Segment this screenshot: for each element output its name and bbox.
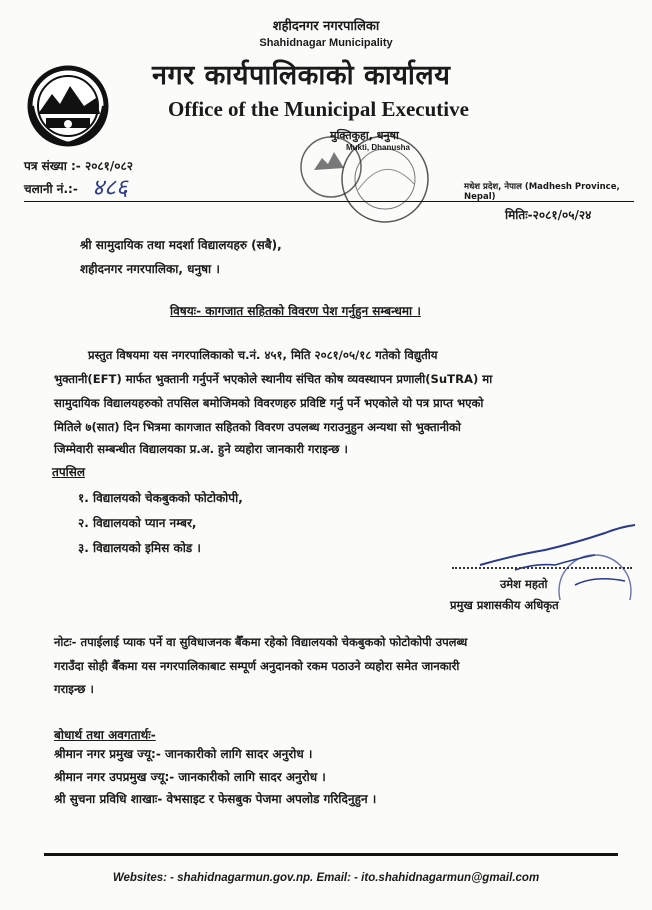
tapasil-item: १. विद्यालयको चेकबुकको फोटोकोपी,	[78, 491, 243, 505]
letter-number: पत्र संख्या :- २०८१/०८२	[24, 159, 134, 173]
body-line: सामुदायिक विद्यालयहरुको तपसिल बमोजिमको विवरणहरु प्रविष्टि गर्नु पर्ने भएकोले यो पत्र प्राप्त भएको	[54, 396, 484, 410]
letter-date: मितिः-२०८१/०५/२४	[505, 208, 592, 222]
municipality-name-np: शहीदनगर नगरपालिका	[272, 19, 380, 34]
recipient-line-2: शहीदनगर नगरपालिका, धनुषा ।	[80, 262, 220, 276]
footer-contact: Websites: - shahidnagarmun.gov.np. Email: - ito.shahidnagarmun@gmail.com	[112, 872, 540, 884]
body-line: जिम्मेवारी सम्बन्धीत विद्यालयका प्र.अ. हुने व्यहोरा जानकारी गराइन्छ ।	[54, 442, 348, 456]
location-en: Mukti, Dhanusha	[346, 143, 411, 152]
footer-divider	[44, 853, 618, 856]
signature-line	[452, 567, 632, 569]
location-np: मुक्तिकुहा, धनुषा	[330, 129, 399, 142]
note-line: गराइन्छ ।	[54, 682, 94, 696]
signatory-title: प्रमुख प्रशासकीय अधिकृत	[450, 598, 559, 612]
dispatch-number: ४८६	[92, 175, 128, 201]
office-title-np: नगर कार्यपालिकाको कार्यालय	[152, 60, 451, 91]
note-line: नोटः- तपाईलाई प्याक पर्ने वा सुविधाजनक बैँकमा रहेको विद्यालयको चेकबुकको फोटोकोपी उपलब्ध	[54, 635, 468, 649]
signatory-name: उमेश महतो	[500, 577, 548, 591]
note-line: गराउँदा सोही बैँकमा यस नगरपालिकाबाट सम्पूर्ण अनुदानको रकम पठाउने व्यहोरा समेत जानकारी	[54, 659, 460, 673]
tapasil-item: ३. विद्यालयको इमिस कोड ।	[78, 541, 201, 555]
letter-subject: विषयः- कागजात सहितको विवरण पेश गर्नुहुन सम्बन्धमा ।	[170, 304, 421, 318]
province-text: मधेश प्रदेश, नेपाल (Madhesh Province, Nepal)	[464, 182, 620, 202]
cc-line: श्रीमान नगर प्रमुख ज्यू:- जानकारीको लागि सादर अनुरोध ।	[54, 747, 313, 761]
tapasil-item: २. विद्यालयको प्यान नम्बर,	[78, 516, 197, 530]
body-line: भुक्तानी(EFT) मार्फत भुक्तानी गर्नुपर्ने भएकोले स्थानीय संचित कोष व्यवस्थापन प्रणाली(SuTRA) मा	[54, 372, 493, 386]
municipality-emblem-icon	[26, 64, 110, 148]
tapasil-heading: तपसिल	[52, 465, 86, 479]
body-line: मितिले ७(सात) दिन भित्रमा कागजात सहितको विवरण उपलब्ध गराउनुहुन अन्यथा सो भुक्तानीको	[54, 420, 461, 434]
dispatch-label: चलानी नं.:-	[24, 182, 78, 196]
municipality-name-en: Shahidnagar Municipality	[259, 37, 393, 49]
office-title-en: Office of the Municipal Executive	[168, 97, 469, 121]
body-line: प्रस्तुत विषयमा यस नगरपालिकाको च.नं. ४५१, मिति २०८१/०५/१८ गतेको विद्युतीय	[88, 348, 438, 362]
info-heading: बोधार्थ तथा अवगतार्थः-	[54, 728, 156, 742]
cc-line: श्री सुचना प्रविधि शाखाः- वेभसाइट र फेसबुक पेजमा अपलोड गरिदिनुहुन ।	[54, 792, 377, 806]
cc-line: श्रीमान नगर उपप्रमुख ज्यू:- जानकारीको लागि सादर अनुरोध ।	[54, 770, 326, 784]
recipient-line-1: श्री सामुदायिक तथा मदर्शा विद्यालयहरु (सबै),	[80, 238, 282, 252]
header-divider	[24, 201, 634, 202]
